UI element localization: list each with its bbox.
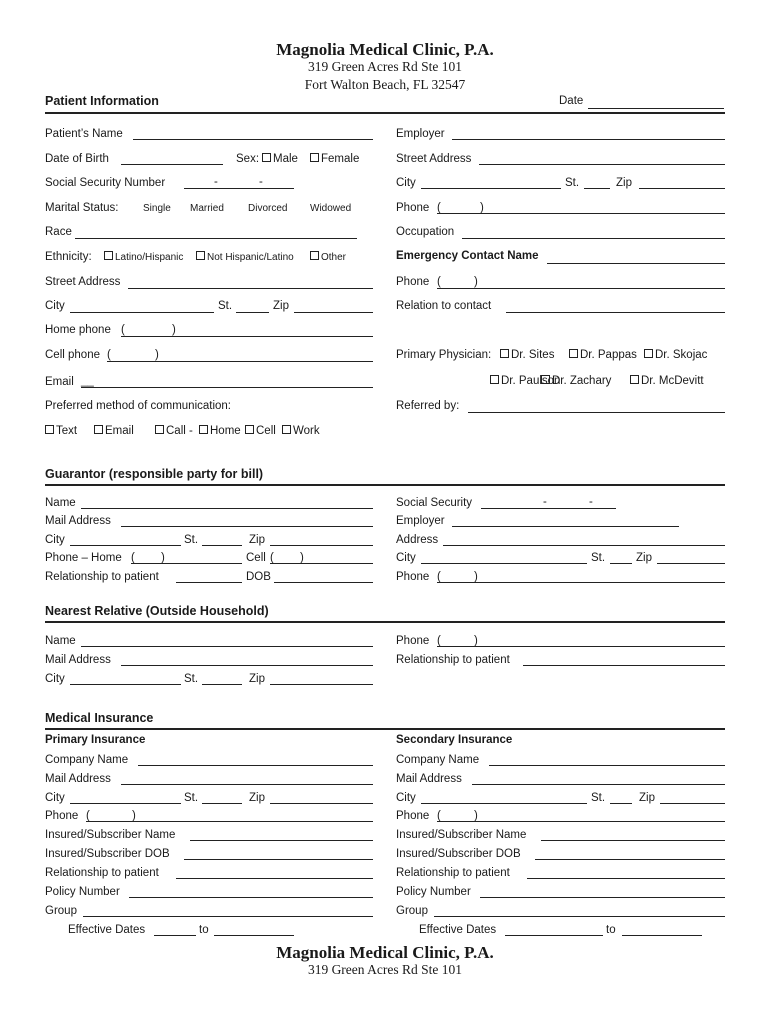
checkbox-icon[interactable] (310, 251, 319, 260)
comm-text-option[interactable] (45, 424, 77, 438)
checkbox-icon[interactable] (45, 425, 54, 434)
zip-field[interactable] (294, 312, 373, 313)
checkbox-icon[interactable] (490, 375, 499, 384)
employer-city-field[interactable] (421, 188, 561, 189)
street-field[interactable] (128, 288, 373, 289)
patient-name-label: Patient’s Name (45, 128, 123, 140)
physician-skojac-option[interactable] (644, 348, 707, 362)
guarantor-relationship-field[interactable] (176, 582, 242, 583)
guarantor-dob-label: DOB (246, 571, 271, 583)
secondary-relationship-label: Relationship to patient (396, 867, 510, 879)
primary-to-label: to (199, 924, 209, 936)
primary-insurance-title: Primary Insurance (45, 734, 146, 746)
primary-state-field[interactable] (202, 803, 242, 804)
secondary-insurance-title: Secondary Insurance (396, 734, 513, 746)
sex-male-option[interactable] (262, 152, 298, 166)
guarantor-home-phone-field[interactable] (131, 563, 242, 564)
checkbox-icon[interactable] (262, 153, 271, 162)
referred-label: Referred by: (396, 400, 460, 412)
referred-field[interactable] (468, 412, 725, 413)
section-rule (45, 484, 725, 486)
guarantor-emp-city-label: City (396, 552, 416, 564)
city-field[interactable] (70, 312, 214, 313)
checkbox-icon[interactable] (630, 375, 639, 384)
guarantor-cell-paren-open: ( (270, 552, 274, 564)
checkbox-icon[interactable] (155, 425, 164, 434)
marital-widowed[interactable]: Widowed (310, 203, 352, 214)
secondary-zip-field[interactable] (660, 803, 725, 804)
ethnicity-label: Ethnicity: (45, 251, 92, 263)
state-label: St. (218, 300, 233, 312)
physician-sites-option[interactable] (500, 348, 554, 362)
emergency-contact-field[interactable] (547, 263, 725, 264)
comm-call-label: Call - (166, 425, 193, 437)
relative-zip-label: Zip (249, 673, 265, 685)
guarantor-relationship-label: Relationship to patient (45, 571, 159, 583)
primary-effective-label: Effective Dates (68, 924, 146, 936)
ethnicity-not-latino[interactable] (196, 251, 294, 265)
primary-phone-field[interactable] (86, 821, 373, 822)
relative-zip-field[interactable] (270, 684, 373, 685)
guarantor-cell-field[interactable] (270, 563, 373, 564)
guarantor-ssn-label: Social Security (396, 497, 473, 509)
secondary-state-field[interactable] (610, 803, 632, 804)
physician-zachary-label: Dr. Zachary (552, 375, 612, 387)
sex-label: Sex: (236, 153, 260, 165)
secondary-policy-label: Policy Number (396, 886, 471, 898)
comm-email-option[interactable] (94, 424, 134, 438)
employer-zip-label: Zip (616, 177, 632, 189)
ssn-dash: - (259, 176, 263, 188)
guarantor-emp-zip-field[interactable] (657, 563, 725, 564)
relative-state-label: St. (184, 673, 199, 685)
primary-phone-paren-close: ) (132, 810, 136, 822)
guarantor-mail-field[interactable] (121, 526, 373, 527)
guarantor-home-paren-close: ) (161, 552, 165, 564)
primary-insured-dob-label: Insured/Subscriber DOB (45, 848, 170, 860)
secondary-state-label: St. (591, 792, 606, 804)
relative-relationship-field[interactable] (523, 665, 725, 666)
secondary-phone-paren-close: ) (474, 810, 478, 822)
patient-name-field[interactable] (133, 139, 373, 140)
date-field[interactable] (588, 108, 724, 109)
relative-phone-label: Phone (396, 635, 430, 647)
employer-phone-paren-close: ) (480, 202, 484, 214)
secondary-insured-dob-field[interactable] (535, 859, 725, 860)
ssn-field[interactable] (184, 188, 294, 189)
primary-relationship-field[interactable] (176, 878, 373, 879)
checkbox-icon[interactable] (569, 349, 578, 358)
occupation-field[interactable] (462, 238, 725, 239)
secondary-relationship-field[interactable] (527, 878, 725, 879)
primary-company-label: Company Name (45, 754, 129, 766)
guarantor-name-field[interactable] (81, 508, 373, 509)
secondary-insured-name-field[interactable] (541, 840, 725, 841)
zip-label: Zip (273, 300, 289, 312)
guarantor-state-field[interactable] (202, 545, 242, 546)
section-rule (45, 112, 725, 114)
state-field[interactable] (236, 312, 269, 313)
ssn-dash: - (214, 176, 218, 188)
primary-policy-label: Policy Number (45, 886, 120, 898)
relative-name-label: Name (45, 635, 76, 647)
guarantor-cell-label: Cell (246, 552, 266, 564)
cell-phone-label: Cell phone (45, 349, 100, 361)
primary-mail-label: Mail Address (45, 773, 111, 785)
guarantor-home-paren-open: ( (131, 552, 135, 564)
section-rule (45, 728, 725, 730)
guarantor-city-label: City (45, 534, 65, 546)
secondary-phone-field[interactable] (437, 821, 725, 822)
marital-single[interactable]: Single (143, 203, 171, 214)
secondary-insured-name-label: Insured/Subscriber Name (396, 829, 527, 841)
comm-text-label: Text (56, 425, 78, 437)
race-label: Race (45, 226, 72, 238)
checkbox-icon[interactable] (104, 251, 113, 260)
emergency-contact-label: Emergency Contact Name (396, 250, 539, 262)
primary-company-field[interactable] (138, 765, 373, 766)
employer-street-field[interactable] (479, 164, 725, 165)
secondary-insured-dob-label: Insured/Subscriber DOB (396, 848, 521, 860)
relative-phone-field[interactable] (437, 646, 725, 647)
emergency-phone-label: Phone (396, 276, 430, 288)
physician-pappas-label: Dr. Pappas (580, 349, 637, 361)
guarantor-section-title: Guarantor (responsible party for bill) (45, 467, 264, 481)
marital-divorced[interactable]: Divorced (248, 203, 288, 214)
physician-skojac-label: Dr. Skojac (655, 349, 708, 361)
email-label: Email (45, 376, 74, 388)
employer-street-label: Street Address (396, 153, 472, 165)
secondary-group-field[interactable] (434, 916, 725, 917)
primary-state-label: St. (184, 792, 199, 804)
guarantor-emp-state-field[interactable] (610, 563, 632, 564)
emergency-phone-paren-close: ) (474, 276, 478, 288)
insurance-section-title: Medical Insurance (45, 711, 154, 725)
guarantor-name-label: Name (45, 497, 76, 509)
guarantor-employer-field[interactable] (452, 526, 679, 527)
secondary-effective-from-field[interactable] (505, 935, 603, 936)
primary-insured-dob-field[interactable] (184, 859, 373, 860)
comm-call-option[interactable] (155, 424, 193, 438)
sex-female-option[interactable] (310, 152, 359, 166)
relative-mail-label: Mail Address (45, 654, 111, 666)
employer-phone-paren-open: ( (437, 202, 441, 214)
relative-city-label: City (45, 673, 65, 685)
secondary-city-field[interactable] (421, 803, 587, 804)
guarantor-emp-city-field[interactable] (421, 563, 587, 564)
street-label: Street Address (45, 276, 121, 288)
footer-clinic-title: Magnolia Medical Clinic, P.A. (276, 943, 494, 962)
marital-label: Marital Status: (45, 202, 119, 214)
relative-phone-paren-close: ) (474, 635, 478, 647)
employer-zip-field[interactable] (639, 188, 725, 189)
primary-mail-field[interactable] (121, 784, 373, 785)
guarantor-emp-zip-label: Zip (636, 552, 652, 564)
checkbox-icon[interactable] (541, 375, 550, 384)
emergency-phone-paren-open: ( (437, 276, 441, 288)
guarantor-emp-phone-label: Phone (396, 571, 430, 583)
email-field[interactable] (81, 387, 373, 388)
sex-female-label: Female (321, 153, 360, 165)
physician-zachary-option[interactable] (541, 374, 611, 388)
guarantor-emp-state-label: St. (591, 552, 606, 564)
primary-zip-label: Zip (249, 792, 265, 804)
guarantor-zip-field[interactable] (270, 545, 373, 546)
comm-work-option[interactable] (282, 424, 320, 438)
employer-label: Employer (396, 128, 445, 140)
cell-phone-paren-close: ) (155, 349, 159, 361)
guarantor-dob-field[interactable] (274, 582, 373, 583)
home-phone-label: Home phone (45, 324, 111, 336)
relative-section-title: Nearest Relative (Outside Household) (45, 604, 269, 618)
primary-insured-name-field[interactable] (190, 840, 373, 841)
home-phone-paren-open: ( (121, 324, 125, 336)
primary-zip-field[interactable] (270, 803, 373, 804)
primary-group-label: Group (45, 905, 77, 917)
secondary-effective-label: Effective Dates (419, 924, 497, 936)
guarantor-emp-paren-close: ) (474, 571, 478, 583)
secondary-policy-field[interactable] (480, 897, 725, 898)
primary-insured-name-label: Insured/Subscriber Name (45, 829, 176, 841)
marital-married[interactable]: Married (190, 203, 224, 214)
employer-phone-field[interactable] (437, 213, 725, 214)
cell-phone-field[interactable] (107, 361, 373, 362)
employer-state-field[interactable] (584, 188, 610, 189)
guarantor-emp-phone-field[interactable] (437, 582, 725, 583)
guarantor-home-phone-label: Phone – Home (45, 552, 122, 564)
primary-city-field[interactable] (70, 803, 181, 804)
primary-policy-field[interactable] (129, 897, 373, 898)
occupation-label: Occupation (396, 226, 455, 238)
ssn-label: Social Security Number (45, 177, 166, 189)
guarantor-address-field[interactable] (443, 545, 725, 546)
clinic-address-line2: Fort Walton Beach, FL 32547 (304, 77, 466, 92)
ethnicity-latino-label: Latino/Hispanic (115, 252, 184, 263)
relative-relationship-label: Relationship to patient (396, 654, 510, 666)
secondary-mail-label: Mail Address (396, 773, 462, 785)
comm-cell-label: Cell (256, 425, 276, 437)
checkbox-icon[interactable] (199, 425, 208, 434)
cell-phone-paren-open: ( (107, 349, 111, 361)
comm-email-label: Email (105, 425, 134, 437)
city-label: City (45, 300, 65, 312)
checkbox-icon[interactable] (196, 251, 205, 260)
ethnicity-latino[interactable] (104, 251, 183, 265)
pref-comm-label: Preferred method of communication: (45, 400, 232, 412)
primary-effective-from-field[interactable] (154, 935, 196, 936)
guarantor-ssn-dash: - (589, 496, 593, 508)
physician-mcdevitt-label: Dr. McDevitt (641, 375, 704, 387)
secondary-group-label: Group (396, 905, 428, 917)
ethnicity-other-label: Other (321, 252, 347, 263)
secondary-company-field[interactable] (489, 765, 725, 766)
clinic-title: Magnolia Medical Clinic, P.A. (276, 40, 494, 59)
primary-city-label: City (45, 792, 65, 804)
guarantor-ssn-dash: - (543, 496, 547, 508)
physician-sites-label: Dr. Sites (511, 349, 555, 361)
clinic-address-line1: 319 Green Acres Rd Ste 101 (307, 59, 463, 74)
checkbox-icon[interactable] (245, 425, 254, 434)
relative-state-field[interactable] (202, 684, 242, 685)
comm-home-label: Home (210, 425, 241, 437)
guarantor-city-field[interactable] (70, 545, 181, 546)
checkbox-icon[interactable] (644, 349, 653, 358)
primary-phone-label: Phone (45, 810, 79, 822)
checkbox-icon[interactable] (94, 425, 103, 434)
physician-pappas-option[interactable] (569, 348, 637, 362)
secondary-phone-paren-open: ( (437, 810, 441, 822)
secondary-mail-field[interactable] (472, 784, 725, 785)
primary-effective-to-field[interactable] (214, 935, 294, 936)
footer-address-line1: 319 Green Acres Rd Ste 101 (307, 962, 463, 977)
employer-city-label: City (396, 177, 416, 189)
dob-field[interactable] (121, 164, 223, 165)
relative-name-field[interactable] (81, 646, 373, 647)
sex-male-label: Male (273, 153, 298, 165)
ethnicity-not-latino-label: Not Hispanic/Latino (207, 252, 294, 263)
secondary-zip-label: Zip (639, 792, 655, 804)
dob-label: Date of Birth (45, 153, 109, 165)
employer-field[interactable] (452, 139, 725, 140)
comm-work-label: Work (293, 425, 320, 437)
checkbox-icon[interactable] (282, 425, 291, 434)
checkbox-icon[interactable] (500, 349, 509, 358)
physician-paulson-label: Dr. Paulson (501, 375, 561, 387)
guarantor-ssn-field[interactable] (481, 508, 616, 509)
employer-state-label: St. (565, 177, 580, 189)
guarantor-emp-paren-open: ( (437, 571, 441, 583)
primary-phone-paren-open: ( (86, 810, 90, 822)
guarantor-zip-label: Zip (249, 534, 265, 546)
race-field[interactable] (75, 238, 357, 239)
comm-cell-option[interactable] (245, 424, 276, 438)
secondary-phone-label: Phone (396, 810, 430, 822)
home-phone-field[interactable] (121, 336, 373, 337)
checkbox-icon[interactable] (310, 153, 319, 162)
relative-mail-field[interactable] (121, 665, 373, 666)
guarantor-state-label: St. (184, 534, 199, 546)
employer-phone-label: Phone (396, 202, 430, 214)
relation-field[interactable] (506, 312, 725, 313)
guarantor-cell-paren-close: ) (300, 552, 304, 564)
physician-mcdevitt-option[interactable] (630, 374, 704, 388)
secondary-effective-to-field[interactable] (622, 935, 702, 936)
physician-label: Primary Physician: (396, 349, 492, 361)
relation-label: Relation to contact (396, 300, 492, 312)
guarantor-employer-label: Employer (396, 515, 445, 527)
comm-home-option[interactable] (199, 424, 241, 438)
date-label: Date (559, 95, 584, 107)
relative-city-field[interactable] (70, 684, 181, 685)
ethnicity-other[interactable] (310, 251, 346, 265)
section-rule (45, 621, 725, 623)
relative-phone-paren-open: ( (437, 635, 441, 647)
home-phone-paren-close: ) (172, 324, 176, 336)
primary-group-field[interactable] (83, 916, 373, 917)
primary-relationship-label: Relationship to patient (45, 867, 159, 879)
secondary-to-label: to (606, 924, 616, 936)
guarantor-address-label: Address (396, 534, 439, 546)
email-marker: __ (81, 375, 94, 387)
secondary-company-label: Company Name (396, 754, 480, 766)
patient-section-title: Patient Information (45, 94, 159, 108)
secondary-city-label: City (396, 792, 416, 804)
guarantor-mail-label: Mail Address (45, 515, 111, 527)
emergency-phone-field[interactable] (437, 288, 725, 289)
